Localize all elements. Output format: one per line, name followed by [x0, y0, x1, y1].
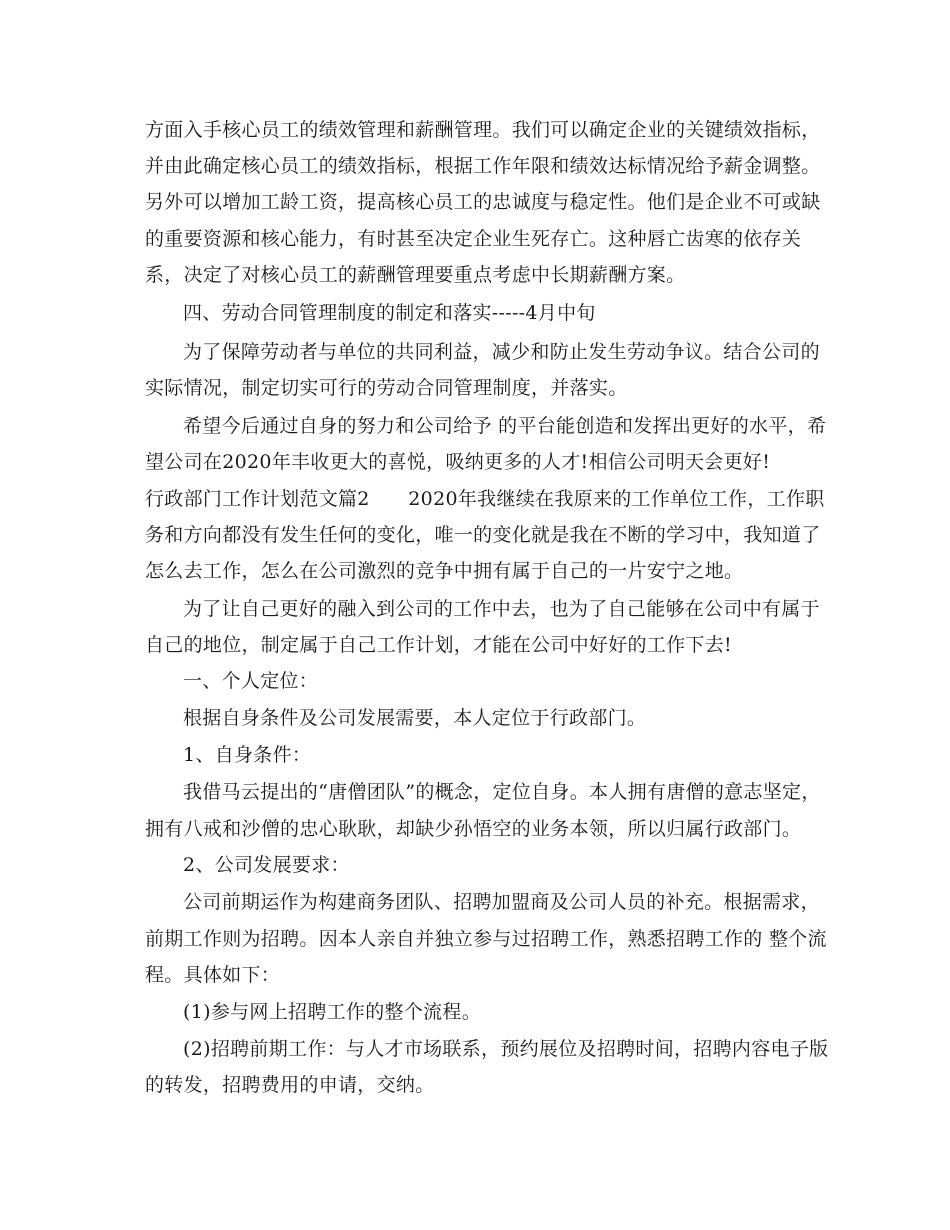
text-line: 怎么去工作，怎么在公司激烈的竞争中拥有属于自己的一片安宁之地。	[145, 560, 744, 582]
section-heading: 四、劳动合同管理制度的制定和落实-----4月中旬	[183, 302, 596, 324]
text-line: 另外可以增加工龄工资，提高核心员工的忠诚度与稳定性。他们是企业不可或缺	[145, 191, 821, 213]
section-heading: 一、个人定位：	[183, 670, 319, 692]
subsection-heading: 1、自身条件：	[183, 744, 312, 766]
text-line: 希望今后通过自身的努力和公司给予 的平台能创造和发挥出更好的水平，希	[183, 415, 827, 437]
text-line: 的转发，招聘费用的申请，交纳。	[145, 1074, 435, 1096]
text-line: 拥有八戒和沙僧的忠心耿耿，却缺少孙悟空的业务本领，所以归属行政部门。	[145, 818, 802, 840]
text-line: 公司前期运作为构建商务团队、招聘加盟商及公司人员的补充。根据需求，	[183, 891, 820, 913]
text-line: 方面入手核心员工的绩效管理和薪酬管理。我们可以确定企业的关键绩效指标，	[145, 119, 821, 141]
text-line: 自己的地位，制定属于自己工作计划，才能在公司中好好的工作下去!	[145, 634, 732, 656]
text-line: 系，决定了对核心员工的薪酬管理要重点考虑中长期薪酬方案。	[145, 264, 686, 286]
text-line: 前期工作则为招聘。因本人亲自并独立参与过招聘工作，熟悉招聘工作的 整个流	[145, 928, 827, 950]
text-line: 为了保障劳动者与单位的共同利益，减少和防止发生劳动争议。结合公司的	[183, 341, 820, 363]
text-line: 根据自身条件及公司发展需要，本人定位于行政部门。	[183, 707, 647, 729]
text-line: 实际情况，制定切实可行的劳动合同管理制度，并落实。	[145, 377, 628, 399]
text-line: 务和方向都没有发生任何的变化，唯一的变化就是我在不断的学习中，我知道了	[145, 524, 821, 546]
text-line: 并由此确定核心员工的绩效指标，根据工作年限和绩效达标情况给予薪金调整。	[145, 155, 821, 177]
text-line: 的重要资源和核心能力，有时甚至决定企业生死存亡。这种唇亡齿寒的依存关	[145, 228, 802, 250]
text-line: 行政部门工作计划范文篇2 2020年我继续在我原来的工作单位工作，工作职	[145, 488, 825, 510]
text-line: 我借马云提出的“唐僧团队”的概念，定位自身。本人拥有唐僧的意志坚定，	[183, 781, 821, 803]
text-line: 望公司在2020年丰收更大的喜悦，吸纳更多的人才!相信公司明天会更好!	[145, 451, 771, 473]
text-line: 为了让自己更好的融入到公司的工作中去，也为了自己能够在公司中有属于	[183, 598, 820, 620]
list-item: (1)参与网上招聘工作的整个流程。	[183, 1001, 482, 1023]
subsection-heading: 2、公司发展要求：	[183, 854, 350, 876]
list-item: (2)招聘前期工作：与人才市场联系，预约展位及招聘时间，招聘内容电子版	[183, 1038, 829, 1060]
text-line: 程。具体如下：	[145, 964, 281, 986]
